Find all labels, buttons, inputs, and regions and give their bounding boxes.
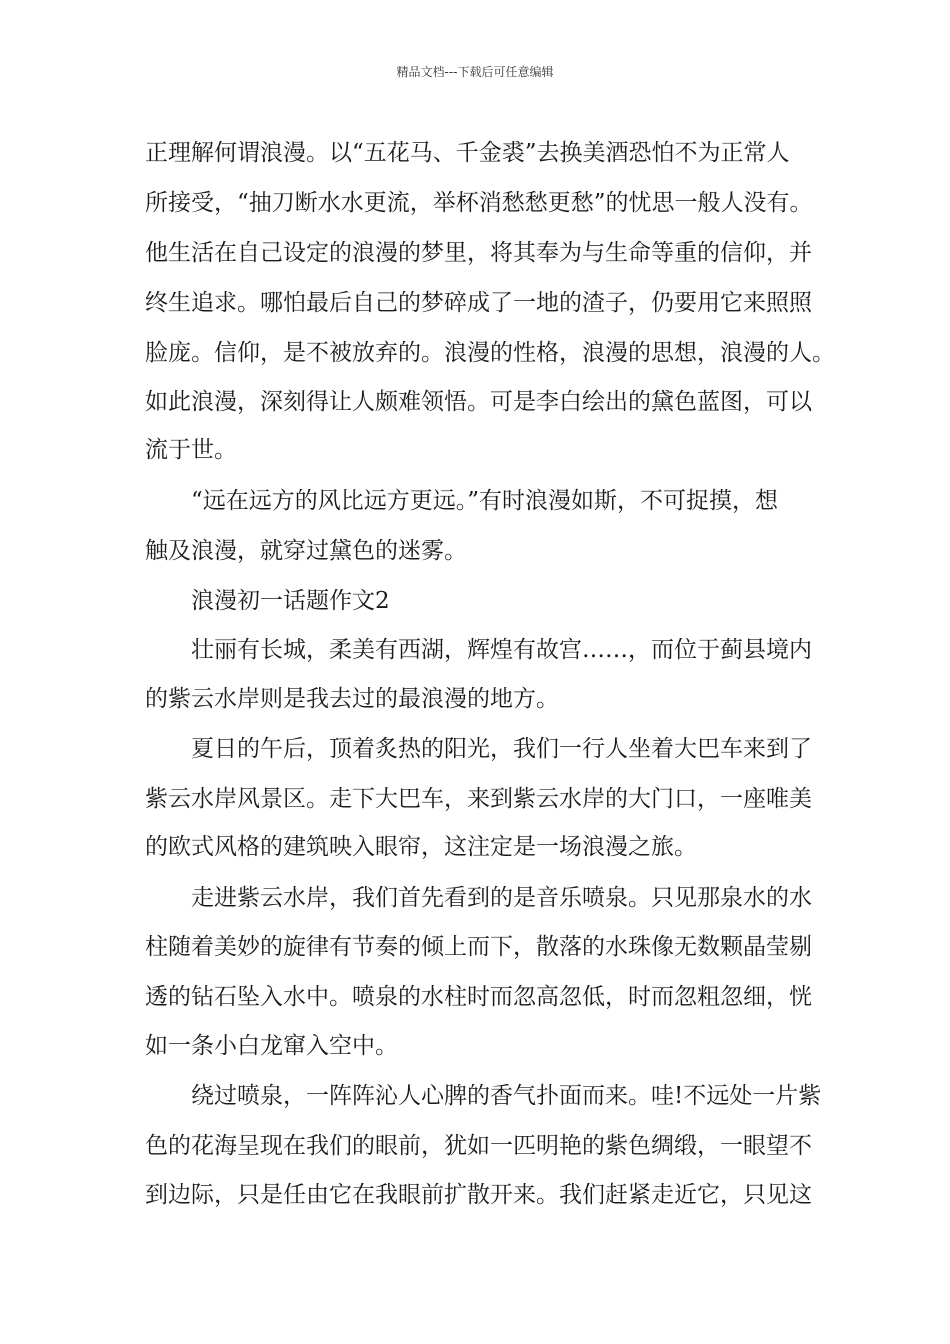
text-line: 绕过喷泉，一阵阵沁人心脾的香气扑面而来。哇!不远处一片紫 <box>191 1083 822 1109</box>
page-header: 精品文档---下载后可任意编辑 <box>396 65 554 79</box>
text-line: 触及浪漫，就穿过黛色的迷雾。 <box>145 538 467 564</box>
text-line: 紫云水岸风景区。走下大巴车，来到紫云水岸的大门口，一座唯美 <box>145 786 812 812</box>
text-line: 色的花海呈现在我们的眼前，犹如一匹明艳的紫色绸缎，一眼望不 <box>145 1133 812 1159</box>
section-title: 浪漫初一话题作文2 <box>191 588 390 614</box>
text-line: 如一条小白龙窜入空中。 <box>145 1033 398 1059</box>
text-line: 的欧式风格的建筑映入眼帘，这注定是一场浪漫之旅。 <box>145 834 697 860</box>
text-line: 夏日的午后，顶着炙热的阳光，我们一行人坐着大巴车来到了 <box>191 736 812 762</box>
text-line: 正理解何谓浪漫。以“五花马、千金裘”去换美酒恐怕不为正常人 <box>145 140 790 166</box>
text-line: 脸庞。信仰，是不被放弃的。浪漫的性格，浪漫的思想，浪漫的人。 <box>145 340 835 366</box>
text-line: 走进紫云水岸，我们首先看到的是音乐喷泉。只见那泉水的水 <box>191 885 812 911</box>
text-line: 终生追求。哪怕最后自己的梦碎成了一地的渣子，仍要用它来照照 <box>145 290 812 316</box>
text-line: 到边际，只是任由它在我眼前扩散开来。我们赶紧走近它，只见这 <box>145 1182 812 1208</box>
text-line: 他生活在自己设定的浪漫的梦里，将其奉为与生命等重的信仰，并 <box>145 240 812 266</box>
text-line: “远在远方的风比远方更远。”有时浪漫如斯，不可捉摸，想 <box>191 488 779 514</box>
text-line: 所接受，“抽刀断水水更流，举杯消愁愁更愁”的忧思一般人没有。 <box>145 190 813 216</box>
text-line: 透的钻石坠入水中。喷泉的水柱时而忽高忽低，时而忽粗忽细，恍 <box>145 984 812 1010</box>
text-line: 壮丽有长城，柔美有西湖，辉煌有故宫……，而位于蓟县境内 <box>191 637 812 663</box>
text-line: 如此浪漫，深刻得让人颇难领悟。可是李白绘出的黛色蓝图，可以 <box>145 389 812 415</box>
text-line: 柱随着美妙的旋律有节奏的倾上而下，散落的水珠像无数颗晶莹剔 <box>145 934 812 960</box>
text-line: 的紫云水岸则是我去过的最浪漫的地方。 <box>145 686 559 712</box>
text-line: 流于世。 <box>145 437 237 463</box>
